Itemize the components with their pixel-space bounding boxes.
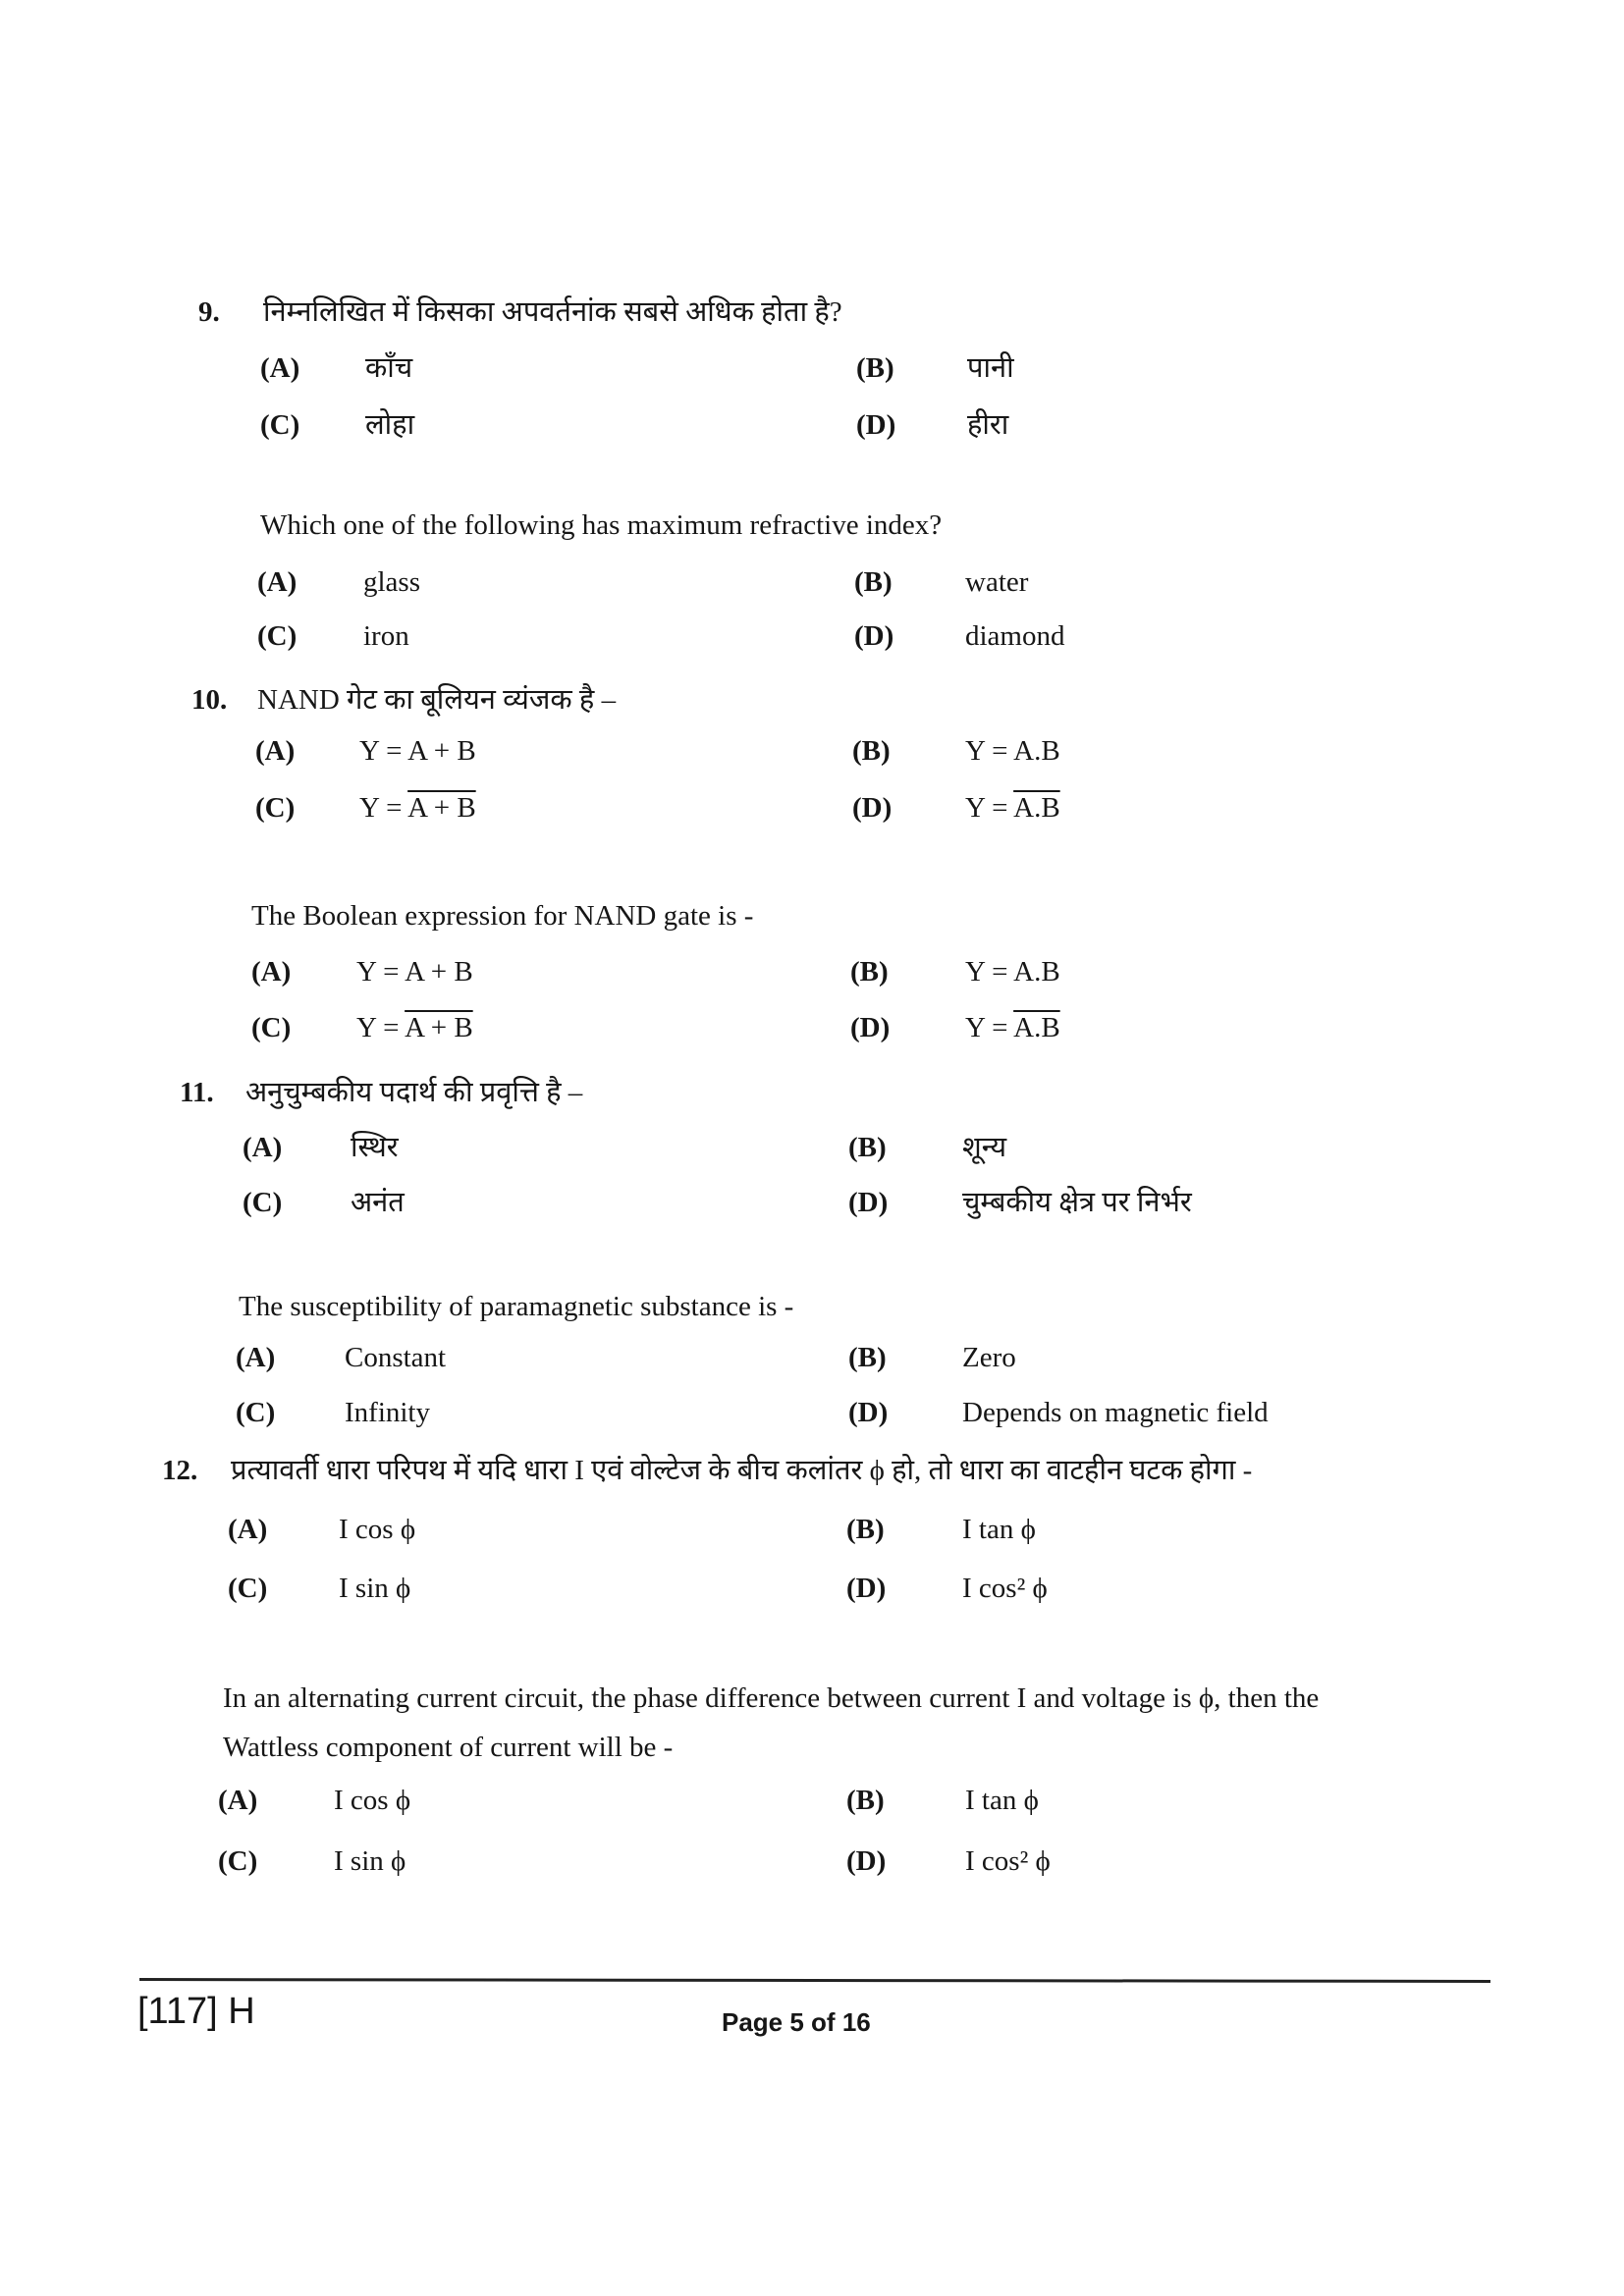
option-a[interactable]: Y = A + B bbox=[359, 735, 476, 767]
option-c[interactable]: लोहा bbox=[365, 409, 415, 441]
option-label: (A) bbox=[255, 735, 296, 767]
option-label: (C) bbox=[257, 620, 298, 652]
paper-code: [117] H bbox=[137, 1991, 255, 2032]
option-a[interactable]: Y = A + B bbox=[356, 956, 473, 988]
option-a[interactable]: स्थिर bbox=[351, 1132, 399, 1163]
option-label: (D) bbox=[848, 1187, 889, 1218]
overlined-expression: A + B bbox=[405, 1012, 473, 1043]
option-label: (B) bbox=[854, 566, 893, 598]
option-c[interactable]: I sin ϕ bbox=[339, 1573, 411, 1604]
option-b[interactable]: Y = A.B bbox=[965, 735, 1060, 767]
option-label: (C) bbox=[251, 1012, 292, 1043]
overlined-expression: A.B bbox=[1013, 792, 1060, 824]
option-label: (B) bbox=[850, 956, 889, 988]
option-c[interactable]: Y = A + B bbox=[356, 1012, 473, 1043]
option-label: (A) bbox=[243, 1132, 283, 1163]
option-d[interactable]: Depends on magnetic field bbox=[962, 1397, 1269, 1428]
option-d[interactable]: diamond bbox=[965, 620, 1065, 652]
option-b[interactable]: I tan ϕ bbox=[962, 1514, 1036, 1545]
option-label: (B) bbox=[846, 1514, 885, 1545]
question-text-en-line2: Wattless component of current will be - bbox=[223, 1732, 674, 1763]
option-label: (D) bbox=[846, 1845, 887, 1877]
question-text-hi: निम्नलिखित में किसका अपवर्तनांक सबसे अधिक होता है? bbox=[263, 296, 842, 328]
option-b[interactable]: Zero bbox=[962, 1342, 1016, 1373]
option-label: (C) bbox=[228, 1573, 268, 1604]
option-d[interactable]: हीरा bbox=[967, 409, 1009, 441]
option-a[interactable]: glass bbox=[363, 566, 420, 598]
option-d[interactable]: Y = A.B bbox=[965, 792, 1060, 824]
option-label: (D) bbox=[850, 1012, 891, 1043]
option-a[interactable]: काँच bbox=[365, 352, 413, 384]
option-a[interactable]: Constant bbox=[345, 1342, 447, 1373]
option-label: (A) bbox=[257, 566, 298, 598]
option-label: (D) bbox=[848, 1397, 889, 1428]
option-label: (D) bbox=[846, 1573, 887, 1604]
question-text-en: The Boolean expression for NAND gate is - bbox=[251, 900, 754, 932]
option-d[interactable]: Y = A.B bbox=[965, 1012, 1060, 1043]
option-b[interactable]: Y = A.B bbox=[965, 956, 1060, 988]
option-label: (A) bbox=[251, 956, 292, 988]
option-d[interactable]: चुम्बकीय क्षेत्र पर निर्भर bbox=[962, 1187, 1192, 1218]
option-label: (B) bbox=[852, 735, 891, 767]
question-text-hi: अनुचुम्बकीय पदार्थ की प्रवृत्ति है – bbox=[245, 1077, 583, 1108]
option-label: (C) bbox=[236, 1397, 276, 1428]
option-b[interactable]: शून्य bbox=[962, 1132, 1007, 1163]
option-label: (D) bbox=[854, 620, 894, 652]
question-number: 9. bbox=[198, 296, 220, 328]
option-label: (D) bbox=[852, 792, 893, 824]
page-number: Page 5 of 16 bbox=[722, 2007, 871, 2037]
option-label: (B) bbox=[856, 352, 894, 384]
question-text-hi: प्रत्यावर्ती धारा परिपथ में यदि धारा I एवं वोल्टेज के बीच कलांतर ϕ हो, तो धारा का वाटहीन घटक होगा - bbox=[231, 1455, 1253, 1486]
option-label: (C) bbox=[218, 1845, 258, 1877]
option-b[interactable]: I tan ϕ bbox=[965, 1785, 1039, 1816]
overlined-expression: A + B bbox=[407, 792, 476, 824]
question-text-en: The susceptibility of paramagnetic substance is - bbox=[239, 1291, 794, 1322]
option-label: (A) bbox=[228, 1514, 268, 1545]
option-a[interactable]: I cos ϕ bbox=[334, 1785, 411, 1816]
question-number: 10. bbox=[191, 684, 228, 716]
option-c[interactable]: I sin ϕ bbox=[334, 1845, 406, 1877]
overlined-expression: A.B bbox=[1013, 1012, 1060, 1043]
question-number: 11. bbox=[180, 1077, 214, 1108]
option-b[interactable]: water bbox=[965, 566, 1029, 598]
option-label: (C) bbox=[260, 409, 300, 441]
option-c[interactable]: अनंत bbox=[351, 1187, 405, 1218]
question-text-en: Which one of the following has maximum refractive index? bbox=[260, 509, 943, 541]
option-label: (C) bbox=[243, 1187, 283, 1218]
option-label: (B) bbox=[848, 1132, 887, 1163]
question-number: 12. bbox=[162, 1455, 198, 1486]
option-d[interactable]: I cos² ϕ bbox=[965, 1845, 1051, 1877]
option-label: (A) bbox=[260, 352, 300, 384]
option-label: (A) bbox=[236, 1342, 276, 1373]
option-c[interactable]: Y = A + B bbox=[359, 792, 476, 824]
option-c[interactable]: Infinity bbox=[345, 1397, 430, 1428]
option-label: (B) bbox=[848, 1342, 887, 1373]
option-label: (D) bbox=[856, 409, 896, 441]
option-label: (C) bbox=[255, 792, 296, 824]
option-label: (B) bbox=[846, 1785, 885, 1816]
option-c[interactable]: iron bbox=[363, 620, 409, 652]
option-d[interactable]: I cos² ϕ bbox=[962, 1573, 1048, 1604]
option-label: (A) bbox=[218, 1785, 258, 1816]
option-b[interactable]: पानी bbox=[967, 352, 1014, 384]
option-a[interactable]: I cos ϕ bbox=[339, 1514, 416, 1545]
footer-divider bbox=[139, 1978, 1490, 1983]
question-text-en: In an alternating current circuit, the phase difference between current I and voltage is ϕ, then the bbox=[223, 1682, 1320, 1714]
question-text-hi: NAND गेट का बूलियन व्यंजक है – bbox=[257, 684, 617, 716]
